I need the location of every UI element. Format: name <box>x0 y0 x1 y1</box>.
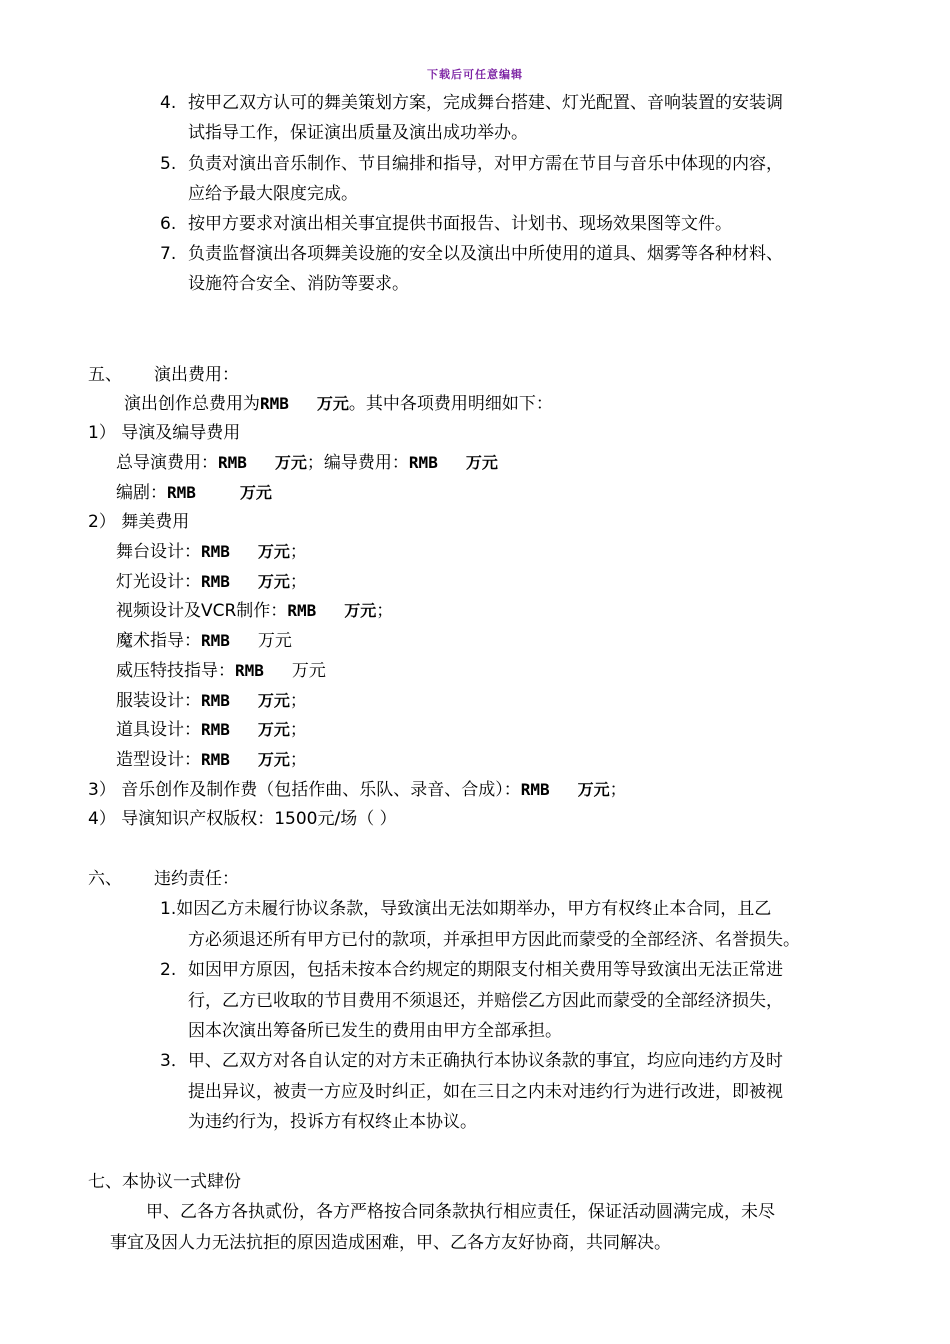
section-title: 违约责任： <box>154 869 239 889</box>
unit-label: 万元 <box>257 572 290 591</box>
page-header-watermark: 下载后可任意编辑 <box>427 68 523 81</box>
unit-label: 万元 <box>344 601 377 620</box>
unit-label: 万元 <box>465 453 498 472</box>
list-item-text: 按甲乙双方认可的舞美策划方案，完成舞台搭建、灯光配置、音响装置的安装调 <box>188 93 783 113</box>
section-number: 五、 <box>88 365 122 385</box>
fee-line <box>116 660 326 682</box>
currency-label: RMB <box>287 601 317 620</box>
currency-label: RMB <box>260 394 289 413</box>
unit-label: 万元 <box>257 750 290 769</box>
semicolon: ； <box>289 572 307 592</box>
currency-label: RMB <box>167 483 196 502</box>
currency-label: RMB <box>201 631 230 650</box>
unit-label: 万元 <box>257 542 290 561</box>
total-fee-line <box>124 393 553 415</box>
fee-label: 3） 音乐创作及制作费（包括作曲、乐队、录音、合成）： <box>88 780 521 800</box>
fee-line <box>116 482 272 504</box>
fee-group-heading: 4） 导演知识产权版权：1500元/场（ ） <box>88 809 397 829</box>
unit-label: 万元 <box>274 453 307 472</box>
semicolon: ； <box>609 780 627 800</box>
list-item-text: 试指导工作，保证演出质量及演出成功举办。 <box>188 123 528 143</box>
currency-label: RMB <box>218 453 247 472</box>
list-item-number: 7. <box>160 244 177 264</box>
unit-label: 万元 <box>257 631 292 651</box>
currency-label: RMB <box>201 750 230 769</box>
section-title: 演出费用： <box>154 365 239 385</box>
clause-text: 因本次演出筹备所已发生的费用由甲方全部承担。 <box>188 1021 562 1041</box>
currency-label: RMB <box>520 780 550 799</box>
fee-line <box>116 749 307 771</box>
list-item-number: 6. <box>160 214 177 234</box>
fee-line <box>116 630 292 652</box>
fee-line <box>116 452 498 474</box>
fee-label: ；编导费用： <box>306 453 409 473</box>
list-item-number: 4. <box>160 93 177 113</box>
paragraph-text: 事宜及因人力无法抗拒的原因造成困难，甲、乙各方友好协商，共同解决。 <box>110 1233 671 1253</box>
semicolon: ； <box>289 720 307 740</box>
total-fee-prefix: 演出创作总费用为 <box>124 394 260 414</box>
fee-line <box>116 600 393 622</box>
currency-label: RMB <box>201 542 230 561</box>
fee-label: 灯光设计： <box>116 572 201 592</box>
unit-label: 万元 <box>257 720 290 739</box>
fee-line <box>116 719 307 741</box>
fee-line <box>116 690 307 712</box>
list-item-text: 设施符合安全、消防等要求。 <box>188 274 409 294</box>
fee-label: 威压特技指导： <box>116 661 235 681</box>
total-fee-suffix: 。其中各项费用明细如下： <box>348 394 553 414</box>
fee-label: 造型设计： <box>116 750 201 770</box>
unit-label: 万元 <box>316 394 349 413</box>
currency-label: RMB <box>235 661 264 680</box>
currency-label: RMB <box>201 572 230 591</box>
fee-group-heading: 2） 舞美费用 <box>88 512 190 532</box>
section-title: 七、本协议一式肆份 <box>88 1172 241 1192</box>
currency-label: RMB <box>201 720 230 739</box>
fee-label: 服装设计： <box>116 691 201 711</box>
fee-label: 编剧： <box>116 483 167 503</box>
clause-text: 1.如因乙方未履行协议条款，导致演出无法如期举办，甲方有权终止本合同，且乙 <box>160 899 772 919</box>
clause-text: 为违约行为，投诉方有权终止本协议。 <box>188 1112 477 1132</box>
section-number: 六、 <box>88 869 122 889</box>
clause-text: 提出异议，被责一方应及时纠正，如在三日之内未对违约行为进行改进，即被视 <box>188 1082 783 1102</box>
fee-label: 道具设计： <box>116 720 201 740</box>
semicolon: ； <box>376 601 394 621</box>
paragraph-text: 甲、乙各方各执贰份，各方严格按合同条款执行相应责任，保证活动圆满完成，未尽 <box>146 1202 775 1222</box>
list-item-number: 5. <box>160 154 177 174</box>
fee-line <box>116 571 307 593</box>
semicolon: ； <box>289 542 307 562</box>
fee-label: 舞台设计： <box>116 542 201 562</box>
unit-label: 万元 <box>577 780 610 799</box>
clause-text: 3．甲、乙双方对各自认定的对方未正确执行本协议条款的事宜，均应向违约方及时 <box>160 1051 783 1071</box>
list-item-text: 负责对演出音乐制作、节目编排和指导，对甲方需在节目与音乐中体现的内容， <box>188 154 783 174</box>
fee-label: 魔术指导： <box>116 631 201 651</box>
fee-line <box>116 541 307 563</box>
semicolon: ； <box>289 691 307 711</box>
list-item-text: 负责监督演出各项舞美设施的安全以及演出中所使用的道具、烟雾等各种材料、 <box>188 244 783 264</box>
currency-label: RMB <box>408 453 438 472</box>
unit-label: 万元 <box>291 661 326 681</box>
clause-text: 如因甲方原因，包括未按本合约规定的期限支付相关费用等导致演出无法正常进 <box>188 960 783 980</box>
list-item-text: 应给予最大限度完成。 <box>188 184 358 204</box>
fee-label: 视频设计及VCR制作： <box>116 601 288 621</box>
semicolon: ； <box>289 750 307 770</box>
unit-label: 万元 <box>257 691 290 710</box>
fee-label: 总导演费用： <box>116 453 218 473</box>
currency-label: RMB <box>201 691 230 710</box>
clause-text: 行，乙方已收取的节目费用不须退还，并赔偿乙方因此而蒙受的全部经济损失， <box>188 991 783 1011</box>
unit-label: 万元 <box>239 483 272 502</box>
list-item-number: 2. <box>160 960 177 980</box>
list-item-text: 按甲方要求对演出相关事宜提供书面报告、计划书、现场效果图等文件。 <box>188 214 732 234</box>
fee-group-heading <box>88 779 627 801</box>
clause-text: 方必须退还所有甲方已付的款项，并承担甲方因此而蒙受的全部经济、名誉损失。 <box>188 930 800 950</box>
fee-group-heading: 1） 导演及编导费用 <box>88 423 241 443</box>
